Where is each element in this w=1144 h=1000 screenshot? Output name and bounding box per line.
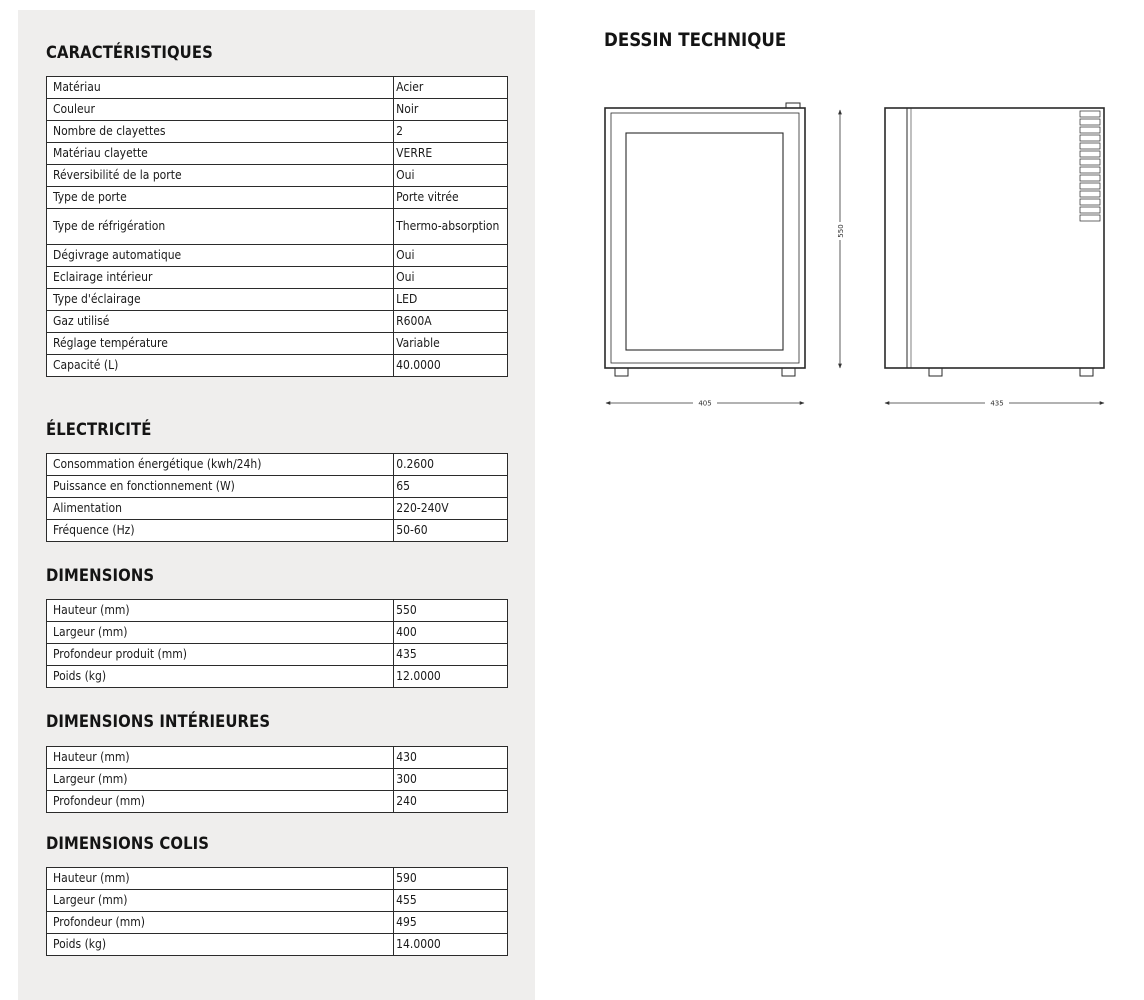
front-cabinet [605,108,805,368]
vent-slot [1080,215,1100,221]
depth-dimension [885,398,1104,408]
table-row [47,187,508,209]
spec-value: 300 [394,769,508,791]
table-row [47,209,508,245]
spec-label: Alimentation [47,498,394,520]
vent-slot [1080,127,1100,133]
spec-label: Profondeur produit (mm) [47,644,394,666]
vent-slot [1080,159,1100,165]
table-row [47,454,508,476]
spec-value: VERRE [394,143,508,165]
spec-value: 50-60 [394,520,508,542]
vent-slot [1080,191,1100,197]
table-row [47,355,508,377]
characteristics-table [46,76,508,377]
spec-label: Couleur [47,99,394,121]
electricity-table [46,453,508,542]
width-dimension [606,398,804,408]
vent-slot [1080,167,1100,173]
spec-label: Capacité (L) [47,355,394,377]
spec-label: Largeur (mm) [47,622,394,644]
spec-value: Oui [394,165,508,187]
side-ventilation-grille [1080,111,1100,221]
vent-slot [1080,183,1100,189]
table-row [47,769,508,791]
spec-value: 220-240V [394,498,508,520]
spec-value: 12.0000 [394,666,508,688]
table-row [47,791,508,813]
table-row [47,245,508,267]
spec-label: Matériau clayette [47,143,394,165]
table-row [47,121,508,143]
spec-label: Matériau [47,77,394,99]
spec-value: 65 [394,476,508,498]
table-row [47,868,508,890]
spec-label: Consommation énergétique (kwh/24h) [47,454,394,476]
spec-label: Poids (kg) [47,666,394,688]
table-row [47,289,508,311]
vent-slot [1080,119,1100,125]
spec-value: Oui [394,245,508,267]
spec-value: 240 [394,791,508,813]
spec-value: 435 [394,644,508,666]
spec-value: 550 [394,600,508,622]
spec-label: Dégivrage automatique [47,245,394,267]
height-dimension [834,110,846,368]
side-back-foot [1080,368,1093,376]
spec-value: 14.0000 [394,934,508,956]
spec-label: Largeur (mm) [47,769,394,791]
spec-value: 2 [394,121,508,143]
table-row [47,520,508,542]
table-row [47,333,508,355]
spec-value: 0.2600 [394,454,508,476]
spec-value: 430 [394,747,508,769]
side-front-foot [929,368,942,376]
spec-label: Hauteur (mm) [47,600,394,622]
spec-label: Largeur (mm) [47,890,394,912]
spec-value: 495 [394,912,508,934]
front-glass-panel [626,133,783,350]
depth-dimension-label: 435 [990,399,1004,408]
width-dimension-label: 405 [698,399,712,408]
spec-value: R600A [394,311,508,333]
table-row [47,890,508,912]
table-row [47,666,508,688]
spec-value: 40.0000 [394,355,508,377]
table-row [47,912,508,934]
height-dimension-label: 550 [837,224,845,238]
spec-value: LED [394,289,508,311]
vent-slot [1080,207,1100,213]
table-row [47,165,508,187]
side-cabinet [885,108,1104,368]
vent-slot [1080,199,1100,205]
table-row [47,600,508,622]
front-left-foot [615,368,628,376]
table-row [47,476,508,498]
interior-dimensions-table [46,746,508,813]
spec-label: Poids (kg) [47,934,394,956]
spec-value: Thermo-absorption [394,209,508,245]
spec-value: 400 [394,622,508,644]
table-row [47,267,508,289]
dimensions-title: DIMENSIONS [46,566,155,585]
spec-label: Puissance en fonctionnement (W) [47,476,394,498]
spec-value: Oui [394,267,508,289]
spec-label: Profondeur (mm) [47,912,394,934]
spec-value: Porte vitrée [394,187,508,209]
characteristics-title: CARACTÉRISTIQUES [46,43,213,62]
spec-label: Réversibilité de la porte [47,165,394,187]
package-dimensions-table [46,867,508,956]
spec-label: Type de porte [47,187,394,209]
technical-drawing [596,96,1116,416]
vent-slot [1080,143,1100,149]
spec-value: 455 [394,890,508,912]
table-row [47,498,508,520]
spec-label: Hauteur (mm) [47,747,394,769]
spec-label: Eclairage intérieur [47,267,394,289]
spec-label: Gaz utilisé [47,311,394,333]
spec-label: Réglage température [47,333,394,355]
table-row [47,77,508,99]
vent-slot [1080,111,1100,117]
spec-label: Hauteur (mm) [47,868,394,890]
interior-dimensions-title: DIMENSIONS INTÉRIEURES [46,712,271,731]
table-row [47,622,508,644]
vent-slot [1080,151,1100,157]
spec-label: Type de réfrigération [47,209,394,245]
spec-label: Type d'éclairage [47,289,394,311]
front-view [605,103,805,376]
table-row [47,747,508,769]
package-dimensions-title: DIMENSIONS COLIS [46,834,210,853]
table-row [47,644,508,666]
technical-drawing-title: DESSIN TECHNIQUE [604,30,787,51]
spec-label: Nombre de clayettes [47,121,394,143]
spec-value: 590 [394,868,508,890]
spec-label: Profondeur (mm) [47,791,394,813]
table-row [47,99,508,121]
front-door-frame [611,113,799,363]
vent-slot [1080,135,1100,141]
table-row [47,934,508,956]
electricity-title: ÉLECTRICITÉ [46,420,152,439]
table-row [47,311,508,333]
table-row [47,143,508,165]
dimensions-table [46,599,508,688]
spec-value: Noir [394,99,508,121]
spec-value: Acier [394,77,508,99]
side-view [885,108,1104,376]
front-right-foot [782,368,795,376]
spec-value: Variable [394,333,508,355]
spec-label: Fréquence (Hz) [47,520,394,542]
vent-slot [1080,175,1100,181]
